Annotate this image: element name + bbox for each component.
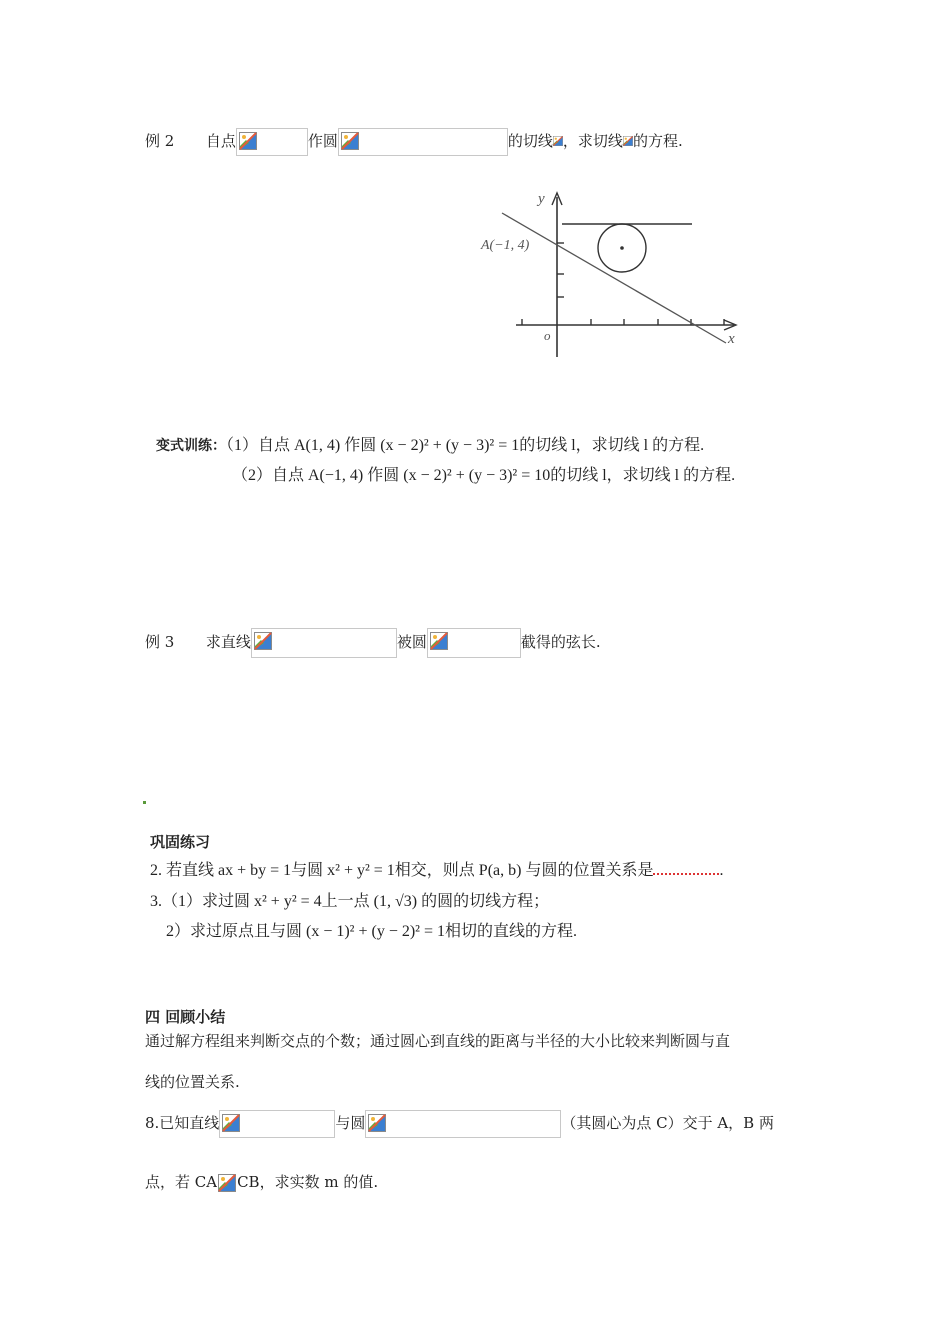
summary-title: 四 回顾小结 xyxy=(145,1008,226,1026)
example2-text-2: 作圆 xyxy=(307,132,338,150)
summary-line-2: 线的位置关系. xyxy=(145,1073,240,1091)
oblique-tangent-line xyxy=(502,213,726,343)
q2-end: . xyxy=(719,862,724,879)
broken-image-icon xyxy=(222,1114,240,1132)
x-label: x xyxy=(728,331,735,347)
variant-text-1: （1）自点 A(1, 4) 作圆 (x − 2)² + (y − 3)² = 1的切线 l，求切线 l 的方程. xyxy=(226,437,705,454)
y-ticks xyxy=(557,243,564,297)
y-label: y xyxy=(538,191,545,207)
example3-text-3: 截得的弦长. xyxy=(520,633,601,651)
broken-image-perp xyxy=(217,1172,237,1194)
answer-blank xyxy=(653,863,719,875)
consolidate-title: 巩固练习 xyxy=(150,833,211,851)
broken-image-icon xyxy=(239,132,257,150)
q3-line-1: 3.（1）求过圆 x² + y² = 4上一点 (1, √3) 的圆的切线方程； xyxy=(150,893,550,910)
q8-line-2 xyxy=(145,1172,378,1194)
example2-text-4: ，求切线 xyxy=(562,132,623,150)
example3-text-2: 被圆 xyxy=(396,633,427,651)
broken-image-l1 xyxy=(553,132,563,152)
broken-image-icon xyxy=(341,132,359,150)
variant-text-2: （2）自点 A(−1, 4) 作圆 (x − 2)² + (y − 3)² = 10的切线 l，求切线 l 的方程. xyxy=(232,467,736,484)
broken-image-l2 xyxy=(623,132,633,152)
broken-image-icon xyxy=(623,134,633,148)
example2-text-1: 自点 xyxy=(205,132,236,150)
example3-text-1: 求直线 xyxy=(205,633,251,651)
broken-image-circle-2 xyxy=(427,628,521,658)
example3-label: 例 3 xyxy=(145,633,175,651)
q8-line-1 xyxy=(145,1110,774,1138)
example3-line xyxy=(145,628,601,658)
q3-line-2: 2）求过原点且与圆 (x − 1)² + (y − 2)² = 1相切的直线的方程. xyxy=(166,923,578,940)
q2-line xyxy=(150,857,723,880)
broken-image-icon xyxy=(218,1174,236,1192)
summary-line-1: 通过解方程组来判断交点的个数；通过圆心到直线的距离与半径的大小比较来判断圆与直 xyxy=(145,1032,731,1050)
broken-image-circle-8 xyxy=(365,1110,561,1138)
q8-text-2: 与圆 xyxy=(335,1114,366,1132)
tangent-figure xyxy=(478,185,748,365)
example2-line xyxy=(145,128,683,156)
broken-image-line xyxy=(251,628,397,658)
broken-image-point xyxy=(236,128,308,156)
origin-label: o xyxy=(544,328,551,343)
example2-label: 例 2 xyxy=(145,132,175,150)
broken-image-icon xyxy=(254,632,272,650)
broken-image-circle xyxy=(338,128,508,156)
example2-text-3: 的切线 xyxy=(507,132,553,150)
broken-image-icon xyxy=(553,134,563,148)
broken-image-line-8 xyxy=(219,1110,335,1138)
point-a-label: A(−1, 4) xyxy=(481,238,530,253)
q2-text: 2. 若直线 ax + by = 1与圆 x² + y² = 1相交，则点 P(a, b) 与圆的位置关系是 xyxy=(150,862,654,879)
q8-text-5: CB，求实数 m 的值. xyxy=(237,1173,379,1191)
broken-image-icon xyxy=(368,1114,386,1132)
example2-text-5: 的方程. xyxy=(632,132,683,150)
circle-center xyxy=(620,246,624,250)
variant-label: 变式训练： xyxy=(156,438,226,454)
variant-line-1 xyxy=(156,432,704,455)
broken-image-icon xyxy=(430,632,448,650)
q8-text-3: （其圆心为点 C）交于 A，B 两 xyxy=(561,1114,774,1132)
q8-text-4: 点，若 CA xyxy=(145,1173,218,1191)
q8-text-1: 8.已知直线 xyxy=(145,1114,220,1132)
variant-line-2 xyxy=(232,462,735,485)
stray-mark xyxy=(143,801,146,804)
